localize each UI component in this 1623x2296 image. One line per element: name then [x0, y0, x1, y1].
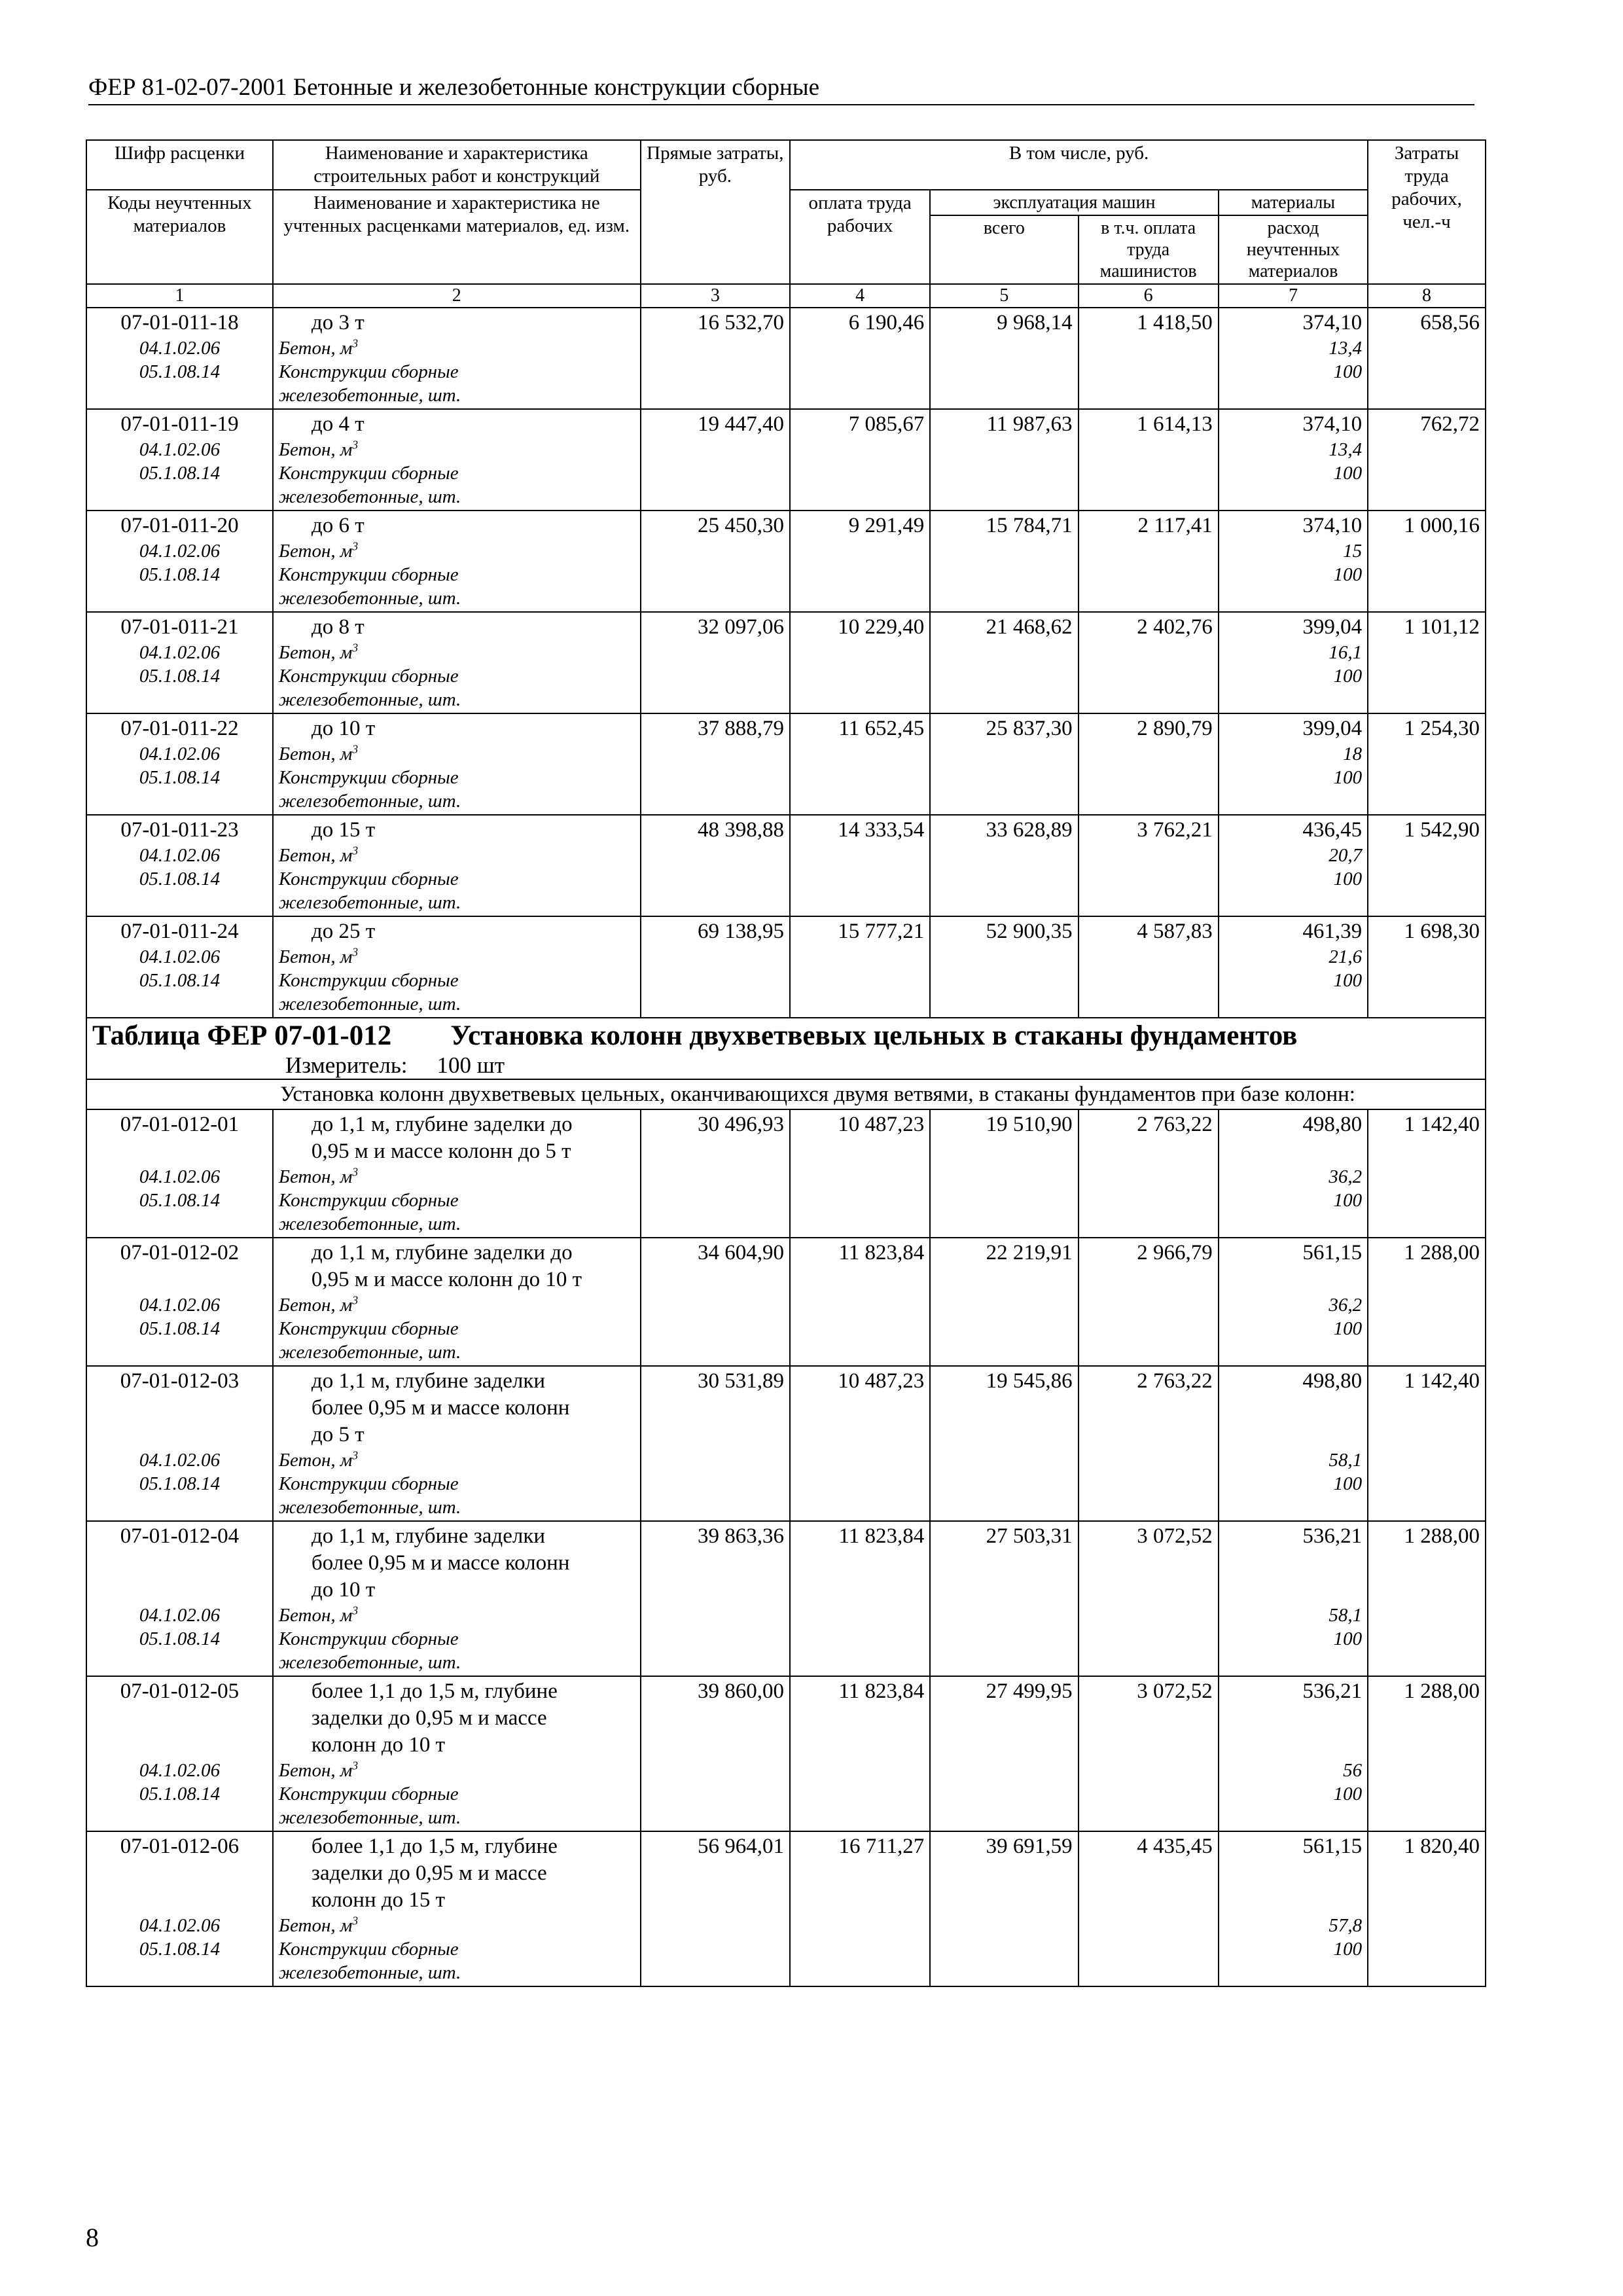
material-qty: 18	[1343, 744, 1363, 764]
hdr-mach-labor: в т.ч. оплата труда машинистов	[1079, 215, 1219, 284]
materials-cell	[1219, 1521, 1368, 1676]
material-qty: 100	[1333, 1190, 1363, 1211]
hdr-name: Наименование и характеристика строительных работ и конструкций	[273, 140, 641, 190]
work-description: колонн до 15 т	[311, 1888, 446, 1912]
price-code: 07-01-011-22	[120, 717, 239, 740]
materials-cell	[1219, 916, 1368, 1018]
labor-cost: 15 777,21	[790, 916, 930, 1018]
price-code: 07-01-011-21	[120, 615, 239, 639]
price-code: 07-01-012-06	[120, 1835, 240, 1858]
machinist-cost: 1 418,50	[1079, 308, 1219, 409]
labor-hours: 762,72	[1368, 409, 1486, 511]
material-qty: 13,4	[1329, 338, 1363, 359]
machine-cost: 33 628,89	[930, 815, 1078, 916]
direct-cost: 56 964,01	[641, 1831, 790, 1986]
table-row	[86, 1366, 1486, 1521]
machine-cost: 27 503,31	[930, 1521, 1078, 1676]
work-description: до 10 т	[311, 1578, 376, 1602]
direct-cost: 32 097,06	[641, 612, 790, 713]
machinist-cost: 3 762,21	[1079, 815, 1219, 916]
materials-cell	[1219, 409, 1368, 511]
materials-cell	[1219, 612, 1368, 713]
materials-cell	[1219, 1109, 1368, 1238]
direct-cost: 19 447,40	[641, 409, 790, 511]
colnum: 6	[1079, 284, 1219, 308]
table-title-row	[86, 1018, 1486, 1079]
material-code: 05.1.08.14	[139, 1939, 221, 1960]
labor-hours: 1 288,00	[1368, 1521, 1486, 1676]
direct-cost: 48 398,88	[641, 815, 790, 916]
table-row	[86, 1831, 1486, 1986]
material-name: Конструкции сборные	[278, 970, 459, 991]
work-description: до 1,1 м, глубине заделки до	[311, 1113, 573, 1136]
material-code: 04.1.02.06	[139, 946, 221, 967]
description-cell	[273, 409, 641, 511]
machine-cost: 25 837,30	[930, 713, 1078, 815]
table-row	[86, 612, 1486, 713]
code-cell	[86, 916, 273, 1018]
material-name: Бетон, $м^3$	[278, 945, 359, 967]
table-row	[86, 511, 1486, 612]
material-qty: 100	[1333, 1628, 1363, 1649]
material-name: железобетонные, шт.	[278, 1342, 461, 1363]
materials-cost: 374,10	[1302, 311, 1363, 334]
material-name: Бетон, $м^3$	[278, 1448, 359, 1471]
materials-cost: 374,10	[1302, 514, 1363, 537]
material-code: 04.1.02.06	[139, 1166, 221, 1187]
code-cell	[86, 1366, 273, 1521]
material-name: Конструкции сборные	[278, 1628, 459, 1649]
table-row	[86, 308, 1486, 409]
material-code: 05.1.08.14	[139, 767, 221, 788]
material-qty: 100	[1333, 1318, 1363, 1339]
materials-cell	[1219, 1366, 1368, 1521]
machinist-cost: 2 890,79	[1079, 713, 1219, 815]
direct-cost: 25 450,30	[641, 511, 790, 612]
labor-hours: 1 698,30	[1368, 916, 1486, 1018]
work-description: 0,95 м и массе колонн до 5 т	[311, 1139, 571, 1163]
materials-cell	[1219, 1676, 1368, 1831]
material-code: 05.1.08.14	[139, 970, 221, 991]
labor-cost: 9 291,49	[790, 511, 930, 612]
code-cell	[86, 713, 273, 815]
work-description: до 25 т	[311, 920, 376, 943]
hdr-matnames: Наименование и характеристика не учтенных расценками материалов, ед. изм.	[273, 190, 641, 284]
description-cell	[273, 612, 641, 713]
labor-hours: 658,56	[1368, 308, 1486, 409]
labor-cost: 14 333,54	[790, 815, 930, 916]
materials-cost: 561,15	[1302, 1241, 1363, 1265]
machinist-cost: 2 402,76	[1079, 612, 1219, 713]
direct-cost: 69 138,95	[641, 916, 790, 1018]
material-code: 04.1.02.06	[139, 1915, 221, 1936]
description-cell	[273, 1238, 641, 1366]
price-code: 07-01-012-01	[120, 1113, 240, 1136]
material-name: Конструкции сборные	[278, 767, 459, 788]
material-name: Конструкции сборные	[278, 1784, 459, 1804]
colnum: 5	[930, 284, 1078, 308]
material-qty: 20,7	[1329, 845, 1363, 866]
machinist-cost: 1 614,13	[1079, 409, 1219, 511]
material-code: 04.1.02.06	[139, 338, 221, 359]
material-name: Конструкции сборные	[278, 361, 459, 382]
hdr-code: Шифр расценки	[86, 140, 273, 190]
material-qty: 36,2	[1329, 1295, 1363, 1316]
hdr-mach-total: всего	[930, 215, 1078, 284]
work-description: до 10 т	[311, 717, 376, 740]
materials-cost: 461,39	[1302, 920, 1363, 943]
labor-cost: 11 823,84	[790, 1521, 930, 1676]
work-description: до 8 т	[311, 615, 365, 639]
materials-cost: 374,10	[1302, 412, 1363, 436]
column-numbers-row	[86, 284, 1486, 308]
work-description: заделки до 0,95 м и массе	[311, 1706, 547, 1730]
material-code: 05.1.08.14	[139, 564, 221, 585]
labor-hours: 1 142,40	[1368, 1109, 1486, 1238]
labor-hours: 1 000,16	[1368, 511, 1486, 612]
material-name: железобетонные, шт.	[278, 689, 461, 710]
description-cell	[273, 1831, 641, 1986]
machine-cost: 19 545,86	[930, 1366, 1078, 1521]
material-qty: 100	[1333, 970, 1363, 991]
price-code: 07-01-011-23	[120, 818, 239, 842]
table-row	[86, 713, 1486, 815]
material-code: 05.1.08.14	[139, 463, 221, 484]
work-description: до 4 т	[311, 412, 365, 436]
machine-cost: 19 510,90	[930, 1109, 1078, 1238]
description-cell	[273, 511, 641, 612]
work-description: до 5 т	[311, 1423, 365, 1446]
table-row	[86, 1238, 1486, 1366]
material-qty: 100	[1333, 361, 1363, 382]
material-code: 05.1.08.14	[139, 1628, 221, 1649]
material-qty: 100	[1333, 1473, 1363, 1494]
machine-cost: 9 968,14	[930, 308, 1078, 409]
code-cell	[86, 1831, 273, 1986]
material-name: железобетонные, шт.	[278, 791, 461, 812]
material-name: Бетон, $м^3$	[278, 1914, 359, 1936]
machine-cost: 27 499,95	[930, 1676, 1078, 1831]
machinist-cost: 4 435,45	[1079, 1831, 1219, 1986]
price-code: 07-01-011-18	[120, 311, 239, 334]
work-description: до 1,1 м, глубине заделки	[311, 1524, 546, 1548]
materials-cell	[1219, 308, 1368, 409]
table-title	[86, 1018, 1486, 1079]
materials-cost: 399,04	[1302, 615, 1363, 639]
material-name: железобетонные, шт.	[278, 588, 461, 609]
description-cell	[273, 1676, 641, 1831]
materials-cell	[1219, 511, 1368, 612]
material-name: Бетон, $м^3$	[278, 1165, 359, 1187]
description-cell	[273, 815, 641, 916]
work-description: более 1,1 до 1,5 м, глубине	[311, 1679, 558, 1703]
hdr-matcodes: Коды неучтенных материалов	[86, 190, 273, 284]
price-code: 07-01-012-02	[120, 1241, 240, 1265]
labor-hours: 1 101,12	[1368, 612, 1486, 713]
material-name: Конструкции сборные	[278, 1318, 459, 1339]
materials-cost: 561,15	[1302, 1835, 1363, 1858]
code-cell	[86, 1109, 273, 1238]
material-code: 04.1.02.06	[139, 642, 221, 663]
colnum: 1	[86, 284, 273, 308]
material-qty: 56	[1343, 1760, 1363, 1781]
material-name: Бетон, $м^3$	[278, 336, 359, 359]
labor-hours: 1 142,40	[1368, 1366, 1486, 1521]
labor-hours: 1 820,40	[1368, 1831, 1486, 1986]
material-name: Конструкции сборные	[278, 1190, 459, 1211]
material-code: 05.1.08.14	[139, 666, 221, 687]
work-description: 0,95 м и массе колонн до 10 т	[311, 1268, 582, 1291]
code-cell	[86, 1521, 273, 1676]
material-code: 05.1.08.14	[139, 1473, 221, 1494]
material-qty: 57,8	[1329, 1915, 1363, 1936]
material-qty: 58,1	[1329, 1450, 1363, 1471]
materials-cost: 498,80	[1302, 1113, 1363, 1136]
material-qty: 100	[1333, 463, 1363, 484]
table-row	[86, 1109, 1486, 1238]
code-cell	[86, 1238, 273, 1366]
material-code: 05.1.08.14	[139, 1190, 221, 1211]
material-code: 05.1.08.14	[139, 869, 221, 889]
machine-cost: 39 691,59	[930, 1831, 1078, 1986]
direct-cost: 37 888,79	[641, 713, 790, 815]
price-code: 07-01-012-05	[120, 1679, 240, 1703]
material-name: Бетон, $м^3$	[278, 1759, 359, 1781]
direct-cost: 39 863,36	[641, 1521, 790, 1676]
description-cell	[273, 1521, 641, 1676]
description-cell	[273, 916, 641, 1018]
colnum: 8	[1368, 284, 1486, 308]
table-row	[86, 916, 1486, 1018]
material-name: Конструкции сборные	[278, 869, 459, 889]
code-cell	[86, 511, 273, 612]
colnum: 7	[1219, 284, 1368, 308]
materials-cell	[1219, 1238, 1368, 1366]
page-header: ФЕР 81-02-07-2001 Бетонные и железобетонные конструкции сборные	[88, 73, 1474, 105]
material-qty: 58,1	[1329, 1605, 1363, 1626]
work-description: более 0,95 м и массе колонн	[311, 1396, 570, 1420]
measure	[92, 1052, 1480, 1079]
page-number: 8	[86, 2223, 99, 2252]
materials-cost: 498,80	[1302, 1369, 1363, 1393]
machine-cost: 22 219,91	[930, 1238, 1078, 1366]
material-qty: 100	[1333, 869, 1363, 889]
work-description: до 1,1 м, глубине заделки до	[311, 1241, 573, 1265]
table-row	[86, 409, 1486, 511]
measure-label: Измеритель:	[285, 1052, 408, 1078]
material-code: 04.1.02.06	[139, 541, 221, 562]
description-cell	[273, 713, 641, 815]
direct-cost: 34 604,90	[641, 1238, 790, 1366]
labor-cost: 10 229,40	[790, 612, 930, 713]
hdr-labor: оплата труда рабочих	[790, 190, 930, 284]
machinist-cost: 3 072,52	[1079, 1676, 1219, 1831]
machine-cost: 11 987,63	[930, 409, 1078, 511]
material-qty: 36,2	[1329, 1166, 1363, 1187]
description-cell	[273, 1109, 641, 1238]
material-name: Бетон, $м^3$	[278, 1293, 359, 1316]
labor-cost: 6 190,46	[790, 308, 930, 409]
table-title-text: Установка колонн двухветвевых цельных в стаканы фундаментов	[450, 1020, 1298, 1051]
table-subtitle: Установка колонн двухветвевых цельных, оканчивающихся двумя ветвями, в стаканы фундаментов при базе колонн:	[86, 1079, 1486, 1109]
material-code: 05.1.08.14	[139, 1784, 221, 1804]
material-name: железобетонные, шт.	[278, 994, 461, 1014]
material-qty: 100	[1333, 1939, 1363, 1960]
labor-cost: 11 823,84	[790, 1676, 930, 1831]
material-name: Конструкции сборные	[278, 1939, 459, 1960]
labor-hours: 1 288,00	[1368, 1676, 1486, 1831]
material-code: 04.1.02.06	[139, 1605, 221, 1626]
material-code: 04.1.02.06	[139, 1450, 221, 1471]
labor-cost: 7 085,67	[790, 409, 930, 511]
labor-cost: 10 487,23	[790, 1109, 930, 1238]
material-code: 04.1.02.06	[139, 1760, 221, 1781]
price-code: 07-01-011-20	[120, 514, 239, 537]
material-qty: 100	[1333, 767, 1363, 788]
material-name: железобетонные, шт.	[278, 1652, 461, 1673]
colnum: 2	[273, 284, 641, 308]
materials-cell	[1219, 815, 1368, 916]
material-code: 04.1.02.06	[139, 744, 221, 764]
material-qty: 16,1	[1329, 642, 1363, 663]
price-code: 07-01-011-19	[120, 412, 239, 436]
table-row	[86, 1676, 1486, 1831]
description-cell	[273, 308, 641, 409]
table-code: Таблица ФЕР 07-01-012	[92, 1020, 392, 1051]
material-name: Конструкции сборные	[278, 666, 459, 687]
labor-cost: 11 823,84	[790, 1238, 930, 1366]
materials-cell	[1219, 1831, 1368, 1986]
price-code: 07-01-012-04	[120, 1524, 240, 1548]
material-code: 05.1.08.14	[139, 1318, 221, 1339]
description-cell	[273, 1366, 641, 1521]
machinist-cost: 2 763,22	[1079, 1109, 1219, 1238]
material-qty: 100	[1333, 564, 1363, 585]
material-name: железобетонные, шт.	[278, 385, 461, 406]
work-description: более 0,95 м и массе колонн	[311, 1551, 570, 1575]
material-name: железобетонные, шт.	[278, 1213, 461, 1234]
work-description: колонн до 10 т	[311, 1733, 446, 1757]
code-cell	[86, 1676, 273, 1831]
material-name: железобетонные, шт.	[278, 1807, 461, 1828]
labor-hours: 1 254,30	[1368, 713, 1486, 815]
materials-cost: 399,04	[1302, 717, 1363, 740]
material-qty: 100	[1333, 666, 1363, 687]
materials-cost: 536,21	[1302, 1524, 1363, 1548]
table-row	[86, 1521, 1486, 1676]
material-qty: 15	[1343, 541, 1363, 562]
material-qty: 100	[1333, 1784, 1363, 1804]
direct-cost: 30 496,93	[641, 1109, 790, 1238]
machinist-cost: 2 763,22	[1079, 1366, 1219, 1521]
labor-hours: 1 542,90	[1368, 815, 1486, 916]
material-name: железобетонные, шт.	[278, 1497, 461, 1518]
hdr-direct: Прямые затраты, руб.	[641, 140, 790, 284]
machine-cost: 52 900,35	[930, 916, 1078, 1018]
material-name: Бетон, $м^3$	[278, 844, 359, 866]
labor-cost: 16 711,27	[790, 1831, 930, 1986]
direct-cost: 30 531,89	[641, 1366, 790, 1521]
material-qty: 13,4	[1329, 439, 1363, 460]
machinist-cost: 4 587,83	[1079, 916, 1219, 1018]
work-description: до 15 т	[311, 818, 376, 842]
work-description: до 6 т	[311, 514, 365, 537]
work-description: более 1,1 до 1,5 м, глубине	[311, 1835, 558, 1858]
work-description: заделки до 0,95 м и массе	[311, 1861, 547, 1885]
colnum: 3	[641, 284, 790, 308]
table-subtitle-row	[86, 1079, 1486, 1109]
code-cell	[86, 409, 273, 511]
material-name: Конструкции сборные	[278, 564, 459, 585]
material-name: Конструкции сборные	[278, 1473, 459, 1494]
materials-cost: 536,21	[1302, 1679, 1363, 1703]
material-name: железобетонные, шт.	[278, 1962, 461, 1983]
material-name: Бетон, $м^3$	[278, 438, 359, 460]
direct-cost: 39 860,00	[641, 1676, 790, 1831]
hdr-machines: эксплуатация машин	[930, 190, 1219, 215]
machinist-cost: 3 072,52	[1079, 1521, 1219, 1676]
hdr-mat-qty: расход неучтенных материалов	[1219, 215, 1368, 284]
material-name: Бетон, $м^3$	[278, 539, 359, 562]
material-name: Бетон, $м^3$	[278, 1604, 359, 1626]
material-name: Конструкции сборные	[278, 463, 459, 484]
labor-hours: 1 288,00	[1368, 1238, 1486, 1366]
machinist-cost: 2 966,79	[1079, 1238, 1219, 1366]
colnum: 4	[790, 284, 930, 308]
material-code: 04.1.02.06	[139, 1295, 221, 1316]
code-cell	[86, 815, 273, 916]
labor-cost: 10 487,23	[790, 1366, 930, 1521]
price-code: 07-01-012-03	[120, 1369, 240, 1393]
work-description: до 1,1 м, глубине заделки	[311, 1369, 546, 1393]
work-description: до 3 т	[311, 311, 365, 334]
material-name: железобетонные, шт.	[278, 486, 461, 507]
material-name: Бетон, $м^3$	[278, 742, 359, 764]
hdr-group: В том числе, руб.	[790, 140, 1368, 190]
table-row	[86, 815, 1486, 916]
materials-cost: 436,45	[1302, 818, 1363, 842]
machinist-cost: 2 117,41	[1079, 511, 1219, 612]
code-cell	[86, 612, 273, 713]
machine-cost: 15 784,71	[930, 511, 1078, 612]
material-code: 04.1.02.06	[139, 845, 221, 866]
material-name: Бетон, $м^3$	[278, 641, 359, 663]
hdr-hours: Затраты труда рабочих, чел.-ч	[1368, 140, 1486, 284]
direct-cost: 16 532,70	[641, 308, 790, 409]
price-code: 07-01-011-24	[120, 920, 239, 943]
hdr-materials: материалы	[1219, 190, 1368, 215]
measure-value: 100 шт	[437, 1052, 505, 1078]
material-code: 04.1.02.06	[139, 439, 221, 460]
material-name: железобетонные, шт.	[278, 892, 461, 913]
code-cell	[86, 308, 273, 409]
material-code: 05.1.08.14	[139, 361, 221, 382]
labor-cost: 11 652,45	[790, 713, 930, 815]
price-table	[86, 139, 1486, 1987]
materials-cell	[1219, 713, 1368, 815]
material-qty: 21,6	[1329, 946, 1363, 967]
machine-cost: 21 468,62	[930, 612, 1078, 713]
